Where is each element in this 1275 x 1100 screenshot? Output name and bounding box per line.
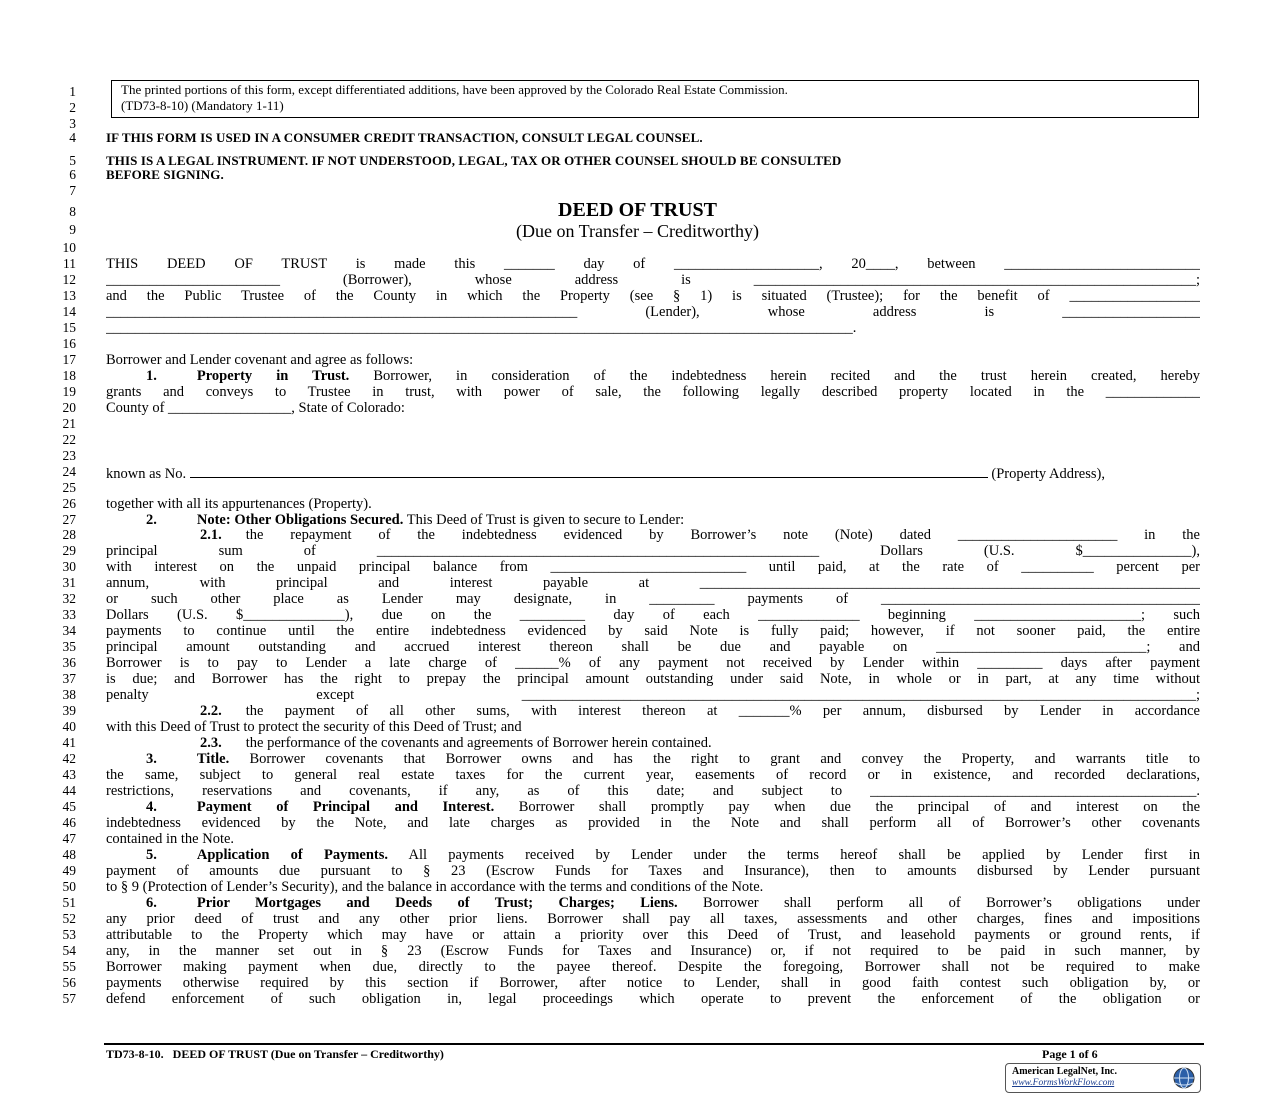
approval-notice-text: The printed portions of this form, except differentiated additions, have been approved by the Colorado Real Estate Commission. xyxy=(121,82,788,97)
line-19: grants and conveys to Trustee in trust, with power of sale, the following legally described property located in the _____________ xyxy=(106,384,1200,400)
line-27 xyxy=(106,512,1200,528)
line-number: 38 xyxy=(62,687,76,703)
document-subtitle: (Due on Transfer – Creditworthy) xyxy=(516,221,759,241)
line-number: 18 xyxy=(62,367,76,383)
line-number: 23 xyxy=(62,447,76,463)
line-number: 49 xyxy=(62,862,76,878)
line-text: Borrower shall promptly pay when due the principal of and interest on the xyxy=(518,799,1200,815)
section-heading: Application of Payments. xyxy=(196,847,389,863)
line-24 xyxy=(106,464,1206,482)
line-14: _________________________________________________________________ (Lender), whose address is ___________________ xyxy=(106,304,1200,320)
section-number: 6. xyxy=(146,895,157,911)
line-number: 1 xyxy=(69,84,76,99)
section-heading: Payment of Principal and Interest. xyxy=(196,799,495,815)
line-13: and the Public Trustee of the County in which the Property (see § 1) is situated (Trustee); for the benefit of __________________ xyxy=(106,288,1200,304)
line-number: 50 xyxy=(62,878,76,894)
section-number: 3. xyxy=(146,751,157,767)
line-42 xyxy=(106,751,1200,767)
line-number: 17 xyxy=(62,351,76,367)
line-number: 57 xyxy=(62,990,76,1006)
line-text: Borrower shall perform all of Borrower’s obligations under xyxy=(703,895,1200,911)
footer-form-title: DEED OF TRUST (Due on Transfer – Creditworthy) xyxy=(172,1047,444,1061)
line-number: 30 xyxy=(62,559,76,575)
line-number: 36 xyxy=(62,655,76,671)
publisher-logo[interactable] xyxy=(1005,1063,1201,1093)
line-text: This Deed of Trust is given to secure to Lender: xyxy=(406,512,685,528)
section-number: 4. xyxy=(146,799,157,815)
line-number: 16 xyxy=(62,335,76,351)
section-heading: Property in Trust. xyxy=(196,368,350,384)
section-number: 2.2. xyxy=(200,703,222,719)
line-17: Borrower and Lender covenant and agree as follows: xyxy=(106,352,414,368)
line-number: 28 xyxy=(62,527,76,543)
line-50: to § 9 (Protection of Lender’s Security), and the balance in accordance with the terms and conditions of the Note. xyxy=(106,879,764,895)
line-number: 40 xyxy=(62,719,76,735)
footer-page-number: Page 1 of 6 xyxy=(1042,1047,1098,1061)
line-number: 43 xyxy=(62,767,76,783)
line-number: 56 xyxy=(62,974,76,990)
line-number: 53 xyxy=(62,926,76,942)
line-30: with interest on the unpaid principal balance from ___________________________ until paid, at the rate of __________ percent per xyxy=(106,559,1200,575)
line-15: _______________________________________________________________________________________________________. xyxy=(106,320,857,336)
line-43: the same, subject to general real estate taxes for the current year, easements of record or in existence, and recorded declarations, xyxy=(106,767,1200,783)
line-text: Borrower covenants that Borrower owns and has the right to grant and convey the Property, and warrants title to xyxy=(249,751,1200,767)
form-code-text: (TD73-8-10) (Mandatory 1-11) xyxy=(121,98,284,113)
line-37: is due; and Borrower has the right to prepay the principal amount outstanding under said Note, in whole or in part, at any time without xyxy=(106,671,1200,687)
legal-instrument-warning: THIS IS A LEGAL INSTRUMENT. IF NOT UNDERSTOOD, LEGAL, TAX OR OTHER COUNSEL SHOULD BE CONSULTED xyxy=(106,153,842,168)
line-46: indebtedness evidenced by the Note, and late charges as provided in the Note and shall perform all of Borrower’s other covenants xyxy=(106,815,1200,831)
line-55: Borrower making payment when due, directly to the payee thereof. Despite the foregoing, Borrower shall not be required to make xyxy=(106,959,1200,975)
line-57: defend enforcement of such obligation in, legal proceedings which operate to prevent the enforcement of the obligation or xyxy=(106,991,1200,1007)
section-heading: Prior Mortgages and Deeds of Trust; Charges; Liens. xyxy=(196,895,678,911)
line-number: 9 xyxy=(69,222,76,237)
line-49: payment of amounts due pursuant to § 23 (Escrow Funds for Taxes and Insurance), then to amounts disbursed by Lender pursuant xyxy=(106,863,1200,879)
line-number: 37 xyxy=(62,671,76,687)
line-20: County of _________________, State of Colorado: xyxy=(106,400,405,416)
property-address-label: (Property Address), xyxy=(991,466,1105,482)
section-number: 2.3. xyxy=(200,735,222,751)
line-number: 11 xyxy=(63,256,76,271)
line-text: the repayment of the indebtedness evidenced by Borrower’s note (Note) dated ______________________ in the xyxy=(245,527,1200,543)
globe-icon xyxy=(1172,1066,1196,1090)
line-text: the payment of all other sums, with interest thereon at _______% per annum, disbursed by Lender in accordance xyxy=(245,703,1200,719)
publisher-name: American LegalNet, Inc. xyxy=(1012,1066,1117,1077)
known-as-label: known as No. xyxy=(106,466,187,482)
consumer-credit-warning: IF THIS FORM IS USED IN A CONSUMER CREDIT TRANSACTION, CONSULT LEGAL COUNSEL. xyxy=(106,130,703,145)
line-47: contained in the Note. xyxy=(106,831,235,847)
line-33: Dollars (U.S. $______________), due on the _________ day of each ______________ beginning _______________________; such xyxy=(106,607,1200,623)
section-heading: Note: Other Obligations Secured. xyxy=(196,512,404,528)
line-38: penalty except _____________________________________________________________________________________________; xyxy=(106,687,1200,703)
line-45 xyxy=(106,799,1200,815)
footer-form-label xyxy=(106,1047,444,1062)
footer-form-id: TD73-8-10. xyxy=(106,1047,164,1061)
line-number: 14 xyxy=(62,303,76,319)
line-number: 35 xyxy=(62,639,76,655)
line-36: Borrower is to pay to Lender a late charge of ______% of any payment not received by Lender within _________ days after payment xyxy=(106,655,1200,671)
line-number: 52 xyxy=(62,910,76,926)
line-number: 3 xyxy=(69,116,76,131)
line-number: 26 xyxy=(62,495,76,511)
line-number: 2 xyxy=(69,100,76,115)
line-number: 41 xyxy=(62,735,76,751)
line-number: 55 xyxy=(62,958,76,974)
line-number: 20 xyxy=(62,399,76,415)
line-number: 12 xyxy=(62,271,76,287)
line-number: 25 xyxy=(62,479,76,495)
publisher-link[interactable]: www.FormsWorkFlow.com xyxy=(1012,1078,1115,1088)
line-number: 5 xyxy=(69,153,76,168)
line-32: or such other place as Lender may designate, in _________ payments of ____________________________________________ xyxy=(106,591,1200,607)
line-number: 32 xyxy=(62,591,76,607)
footer-rule xyxy=(104,1043,1204,1045)
section-number: 5. xyxy=(146,847,157,863)
line-number: 45 xyxy=(62,798,76,814)
line-number: 39 xyxy=(62,703,76,719)
line-44: restrictions, reservations and covenants, if any, as of this date; and subject to _____________________________________________. xyxy=(106,783,1200,799)
line-29: principal sum of _____________________________________________________________ Dollars (U.S. $_______________), xyxy=(106,543,1200,559)
line-18 xyxy=(106,368,1200,384)
line-number: 44 xyxy=(62,783,76,798)
line-number: 24 xyxy=(62,463,76,479)
line-51 xyxy=(106,895,1200,911)
section-number: 2.1. xyxy=(200,527,222,543)
line-number: 15 xyxy=(62,319,76,335)
line-26: together with all its appurtenances (Property). xyxy=(106,496,372,512)
line-56: payments otherwise required by this section if Borrower, after notice to Lender, shall in good faith contest such obligation by, or xyxy=(106,975,1200,991)
section-heading: Title. xyxy=(196,751,230,767)
line-40: with this Deed of Trust to protect the security of this Deed of Trust; and xyxy=(106,719,522,735)
line-34: payments to continue until the entire indebtedness evidenced by said Note is fully paid; however, if not sooner paid, the entire xyxy=(106,623,1200,639)
line-53: attributable to the Property which may have or attain a priority over this Deed of Trust, and leasehold payments or ground rents, if xyxy=(106,927,1200,943)
line-11: THIS DEED OF TRUST is made this _______ day of ____________________, 20____, between ___________________________ xyxy=(106,256,1200,272)
line-number: 27 xyxy=(62,511,76,527)
line-28 xyxy=(106,527,1200,543)
line-number: 6 xyxy=(69,167,76,182)
line-number: 46 xyxy=(62,814,76,830)
line-31: annum, with principal and interest payable at _____________________________________________________________________ xyxy=(106,575,1200,591)
line-text: All payments received by Lender under the terms hereof shall be applied by Lender first in xyxy=(408,847,1200,863)
line-12: ________________________ (Borrower), whose address is _____________________________________________________________; xyxy=(106,272,1200,288)
line-41 xyxy=(106,735,1200,751)
line-number: 47 xyxy=(62,830,76,846)
line-number: 19 xyxy=(62,383,76,399)
line-54: any, in the manner set out in § 23 (Escrow Funds for Taxes and Insurance) or, if not required to be paid in such manner, by xyxy=(106,943,1200,959)
line-number: 7 xyxy=(69,183,76,198)
line-52: any prior deed of trust and any other prior liens. Borrower shall pay all taxes, assessments and other charges, fines and impositions xyxy=(106,911,1200,927)
line-39 xyxy=(106,703,1200,719)
line-number: 8 xyxy=(69,204,76,219)
line-text: the performance of the covenants and agreements of Borrower herein contained. xyxy=(245,735,712,751)
line-number: 4 xyxy=(69,130,76,145)
line-number: 21 xyxy=(62,415,76,431)
line-35: principal amount outstanding and accrued interest thereon shall be due and payable on _____________________________; and xyxy=(106,639,1200,655)
line-number: 29 xyxy=(62,543,76,559)
line-number: 31 xyxy=(62,575,76,591)
document-title: DEED OF TRUST xyxy=(558,199,717,221)
line-number: 51 xyxy=(62,894,76,910)
line-number: 13 xyxy=(62,287,76,303)
line-number: 42 xyxy=(62,751,76,767)
line-number: 54 xyxy=(62,942,76,958)
line-number: 48 xyxy=(62,846,76,862)
line-number: 34 xyxy=(62,623,76,639)
line-48 xyxy=(106,847,1200,863)
section-number: 2. xyxy=(146,512,157,528)
legal-instrument-warning-cont: BEFORE SIGNING. xyxy=(106,167,224,182)
property-address-blank xyxy=(190,464,988,478)
line-text: Borrower, in consideration of the indebtedness herein recited and the trust herein created, hereby xyxy=(373,368,1200,384)
line-number: 22 xyxy=(62,431,76,447)
line-number: 33 xyxy=(62,607,76,623)
line-number: 10 xyxy=(62,240,76,255)
section-number: 1. xyxy=(146,368,157,384)
